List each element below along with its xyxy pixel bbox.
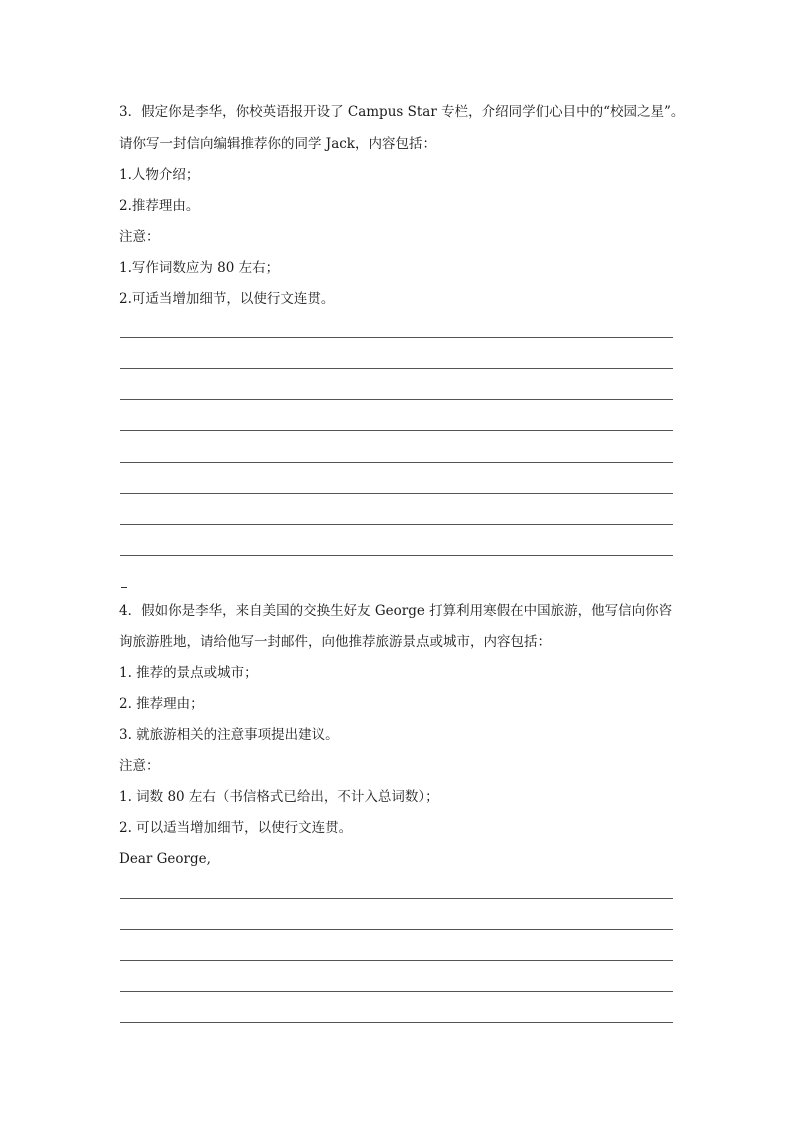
q4-content-item-1: 1. 推荐的景点或城市；	[119, 665, 258, 681]
q3-prompt-line-2: 请你写一封信向编辑推荐你的同学 Jack，内容包括：	[119, 136, 436, 152]
q4-prompt-line-2: 询旅游胜地，请给他写一封邮件，向他推荐旅游景点或城市，内容包括：	[119, 634, 551, 650]
answer-line	[120, 368, 673, 369]
q4-prompt-line-1: 4．假如你是李华，来自美国的交换生好友 George 打算利用寒假在中国旅游，他写信向你咨	[119, 603, 673, 619]
answer-line	[120, 929, 673, 930]
answer-line	[120, 898, 673, 899]
q3-note-2: 2.可适当增加细节，以使行文连贯。	[119, 291, 335, 307]
q4-content-item-3: 3. 就旅游相关的注意事项提出建议。	[119, 727, 339, 743]
q4-notes-heading: 注意：	[119, 758, 160, 774]
answer-line	[120, 493, 673, 494]
q4-content-item-2: 2. 推荐理由；	[119, 696, 204, 712]
answer-line	[120, 1022, 673, 1023]
answer-line	[120, 430, 673, 431]
q4-salutation: Dear George,	[119, 851, 211, 867]
answer-line	[120, 960, 673, 961]
q3-content-item-2: 2.推荐理由。	[119, 198, 200, 214]
q4-note-2: 2. 可以适当增加细节，以使行文连贯。	[119, 820, 353, 836]
q3-notes-heading: 注意：	[119, 229, 160, 245]
q3-content-item-1: 1.人物介绍；	[119, 167, 200, 183]
answer-line	[120, 337, 673, 338]
q3-prompt-line-1: 3．假定你是李华，你校英语报开设了 Campus Star 专栏，介绍同学们心目中的“校园之星”。	[119, 104, 685, 120]
trailing-underscore	[121, 587, 127, 588]
q3-note-1: 1.写作词数应为 80 左右；	[119, 260, 280, 276]
answer-line	[120, 555, 673, 556]
answer-line	[120, 524, 673, 525]
q4-note-1: 1. 词数 80 左右（书信格式已给出，不计入总词数）；	[119, 789, 439, 805]
answer-line	[120, 399, 673, 400]
answer-line	[120, 462, 673, 463]
answer-line	[120, 991, 673, 992]
